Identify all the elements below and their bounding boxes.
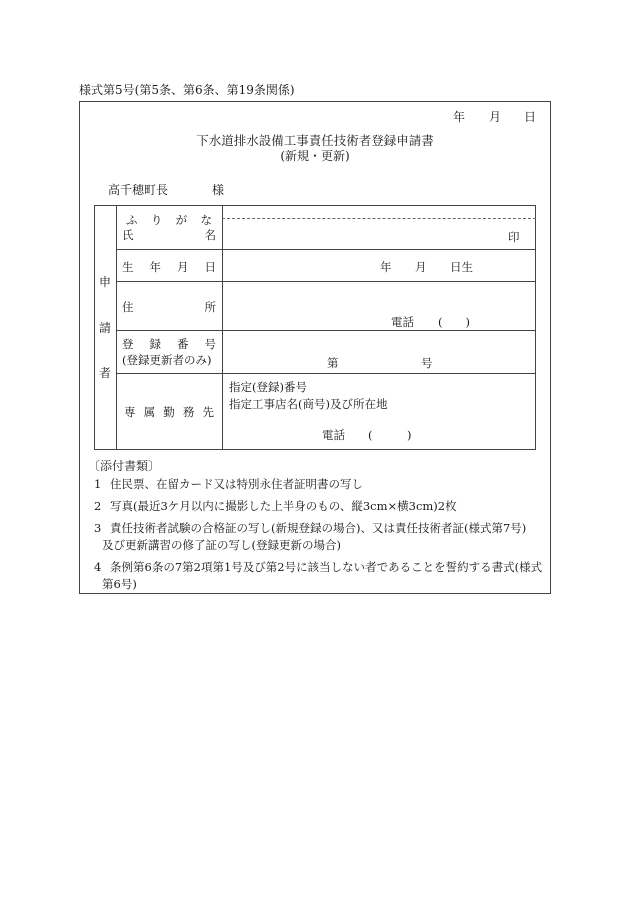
birth-date-label: 生 年 月 日 [122,260,216,274]
side-label-char-2: 請 [98,321,111,335]
birth-day-mark: 日生 [450,260,473,274]
address-phone-label: 電話 [391,315,414,329]
workplace-label: 専 属 勤 務 先 [124,405,214,419]
row-line-4 [116,373,536,374]
birth-year-mark: 年 [380,260,392,274]
registration-note: (登録更新者のみ) [122,353,212,367]
table-divider-side [116,205,117,450]
side-label-char-3: 者 [98,366,111,380]
form-number-label: 様式第5号(第5条、第6条、第19条関係) [79,83,295,97]
attachment-item-4: 4 条例第6条の7第2項第1号及び第2号に該当しない者であることを誓約する書式(様式 第6号) [94,560,543,591]
furigana-dashed-line [222,218,536,219]
form-subtitle: (新規・更新) [280,149,350,163]
address-label: 住 所 [122,300,216,314]
name-label: 氏 名 [122,228,216,242]
attachment-item-1: 1 住民票、在留カード又は特別永住者証明書の写し [94,477,363,491]
workplace-company-address: 指定工事店名(商号)及び所在地 [229,397,388,411]
row-line-1 [116,249,536,250]
table-divider-label [222,205,223,450]
registration-prefix: 第 [327,356,339,370]
attachments-header: 〔添付書類〕 [88,459,161,473]
row-line-2 [116,281,536,282]
attachment-item-3: 3 責任技術者試験の合格証の写し(新規登録の場合)、又は責任技術者証(様式第7号) 及び更新講習の修了証の写し(登録更新の場合) [94,521,527,552]
side-label-char-1: 申 [98,275,111,289]
attachment-item-2: 2 写真(最近3ケ月以内に撮影した上半身のもの、縦3cm×横3cm)2枚 [94,499,457,513]
registration-suffix: 号 [421,356,433,370]
form-title: 下水道排水設備工事責任技術者登録申請書 [196,133,434,148]
birth-month-mark: 月 [415,260,427,274]
address-phone-parens: ( ) [438,315,470,329]
furigana-label: ふ り が な [126,213,212,227]
seal-mark: 印 [508,230,520,244]
addressee-name: 高千穂町長 [108,183,169,197]
date-month: 月 [489,110,502,124]
workplace-registration-number: 指定(登録)番号 [229,380,307,394]
date-year: 年 [453,110,466,124]
date-day: 日 [524,110,537,124]
workplace-phone-parens: ( ) [368,428,412,442]
workplace-phone-label: 電話 [322,428,345,442]
registration-number-label: 登 録 番 号 [122,337,216,351]
addressee-honorific: 様 [212,183,225,197]
row-line-3 [116,330,536,331]
